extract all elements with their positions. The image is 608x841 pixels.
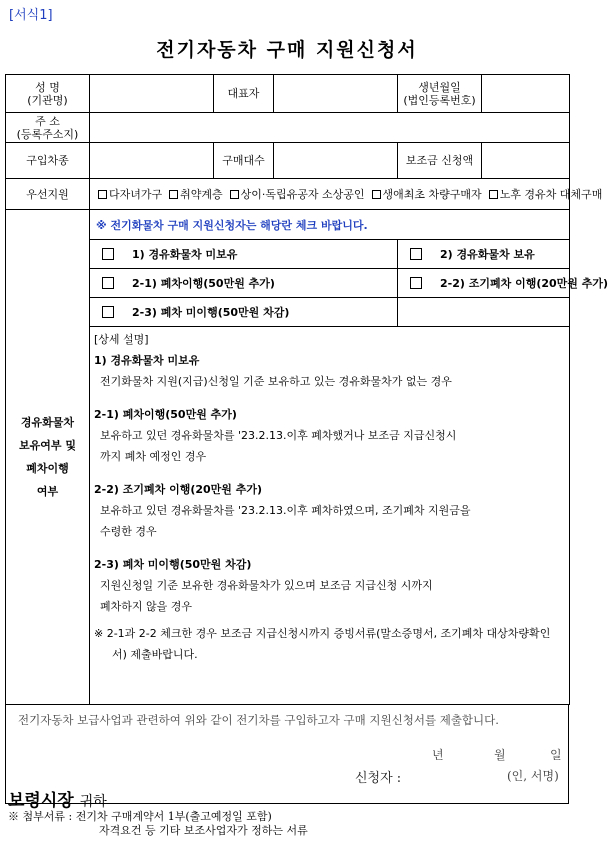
page-title: 전기자동차 구매 지원신청서 — [156, 39, 418, 61]
attachments-line-1: ※ 첨부서류 : 전기차 구매계약서 1부(출고예정일 포함) — [8, 810, 272, 823]
date-year: 년 — [432, 748, 444, 762]
name-label: 성 명 (기관명) — [6, 75, 90, 113]
birth-field[interactable] — [482, 75, 570, 113]
checkbox[interactable] — [102, 306, 114, 318]
attachments-line-2: 자격요건 등 기타 보조사업자가 정하는 서류 — [99, 824, 308, 837]
checkbox[interactable] — [169, 190, 178, 199]
seal-signature: (인, 서명) — [507, 769, 559, 783]
date-month: 월 — [494, 748, 506, 762]
checkbox[interactable] — [372, 190, 381, 199]
truck-notice: ※ 전기화물차 구매 지원신청자는 해당란 체크 바랍니다. — [90, 210, 570, 240]
recipient: 보령시장 귀하 — [8, 791, 107, 811]
vehicle-type-label: 구입차종 — [6, 143, 90, 179]
priority-option[interactable]: 상이·독립유공자 소상공인 — [230, 188, 365, 201]
option-2-3[interactable]: 2-3) 폐차 미이행(50만원 차감) — [90, 298, 398, 327]
diesel-truck-section-label: 경유화물차 보유여부 및 폐차이행 여부 — [6, 210, 90, 705]
priority-option[interactable]: 노후 경유차 대체구매 — [489, 188, 603, 201]
declaration-text: 전기자동차 보급사업과 관련하여 위와 같이 전기차를 구입하고자 구매 지원신청서를 제출합니다. — [18, 713, 499, 727]
name-field[interactable] — [90, 75, 214, 113]
option-2-2[interactable]: 2-2) 조기폐차 이행(20만원 추가) — [398, 269, 570, 298]
address-field[interactable] — [90, 113, 570, 143]
address-label: 주 소 (등록주소지) — [6, 113, 90, 143]
priority-option[interactable]: 다자녀가구 — [98, 188, 162, 201]
priority-option[interactable]: 취약계층 — [169, 188, 223, 201]
checkbox[interactable] — [489, 190, 498, 199]
date-day: 일 — [550, 748, 562, 762]
checkbox[interactable] — [102, 248, 114, 260]
checkbox[interactable] — [410, 277, 422, 289]
checkbox[interactable] — [98, 190, 107, 199]
vehicle-type-field[interactable] — [90, 143, 214, 179]
subsidy-label: 보조금 신청액 — [398, 143, 482, 179]
priority-options — [90, 179, 603, 210]
detail-description: [상세 설명] 1) 경유화물차 미보유 전기화물차 지원(지급)신청일 기준 보유하고 있는 경유화물차가 없는 경우 2-1) 폐차이행(50만원 추가) 보유하고 있던 경유화물차를 '23.2.13.이후 폐차했거나 보조금 지급신청시 까지 폐차 예정인 경우 2-2) 조기폐차 이행(20만원 추가) 보유하고 있던 경유화물차를 '23.2.13.이후 폐차하였으며, 조기폐차 지원금을 수령한 경우 2-3) 폐차 미이행(50만원 차감) 지원신청일 기준 보유한 경유화물차가 있으며 보조금 지급신청 시까지 폐차하지 않을 경우 ※ 2-1과 2-2 체크한 경우 보조금 지급신청시까지 증빙서류(말소증명서, 조기폐차 대상차량확인서) 제출바랍니다. — [90, 327, 570, 705]
purchase-count-field[interactable] — [274, 143, 398, 179]
subsidy-field[interactable] — [482, 143, 570, 179]
empty-cell — [398, 298, 570, 327]
application-table — [5, 74, 608, 705]
birth-label: 생년월일 (법인등록번호) — [398, 75, 482, 113]
form-number: [서식1] — [9, 8, 53, 23]
priority-option[interactable]: 생애최초 차량구매자 — [372, 188, 482, 201]
representative-label: 대표자 — [214, 75, 274, 113]
option-2[interactable]: 2) 경유화물차 보유 — [398, 240, 570, 269]
option-1[interactable]: 1) 경유화물차 미보유 — [90, 240, 398, 269]
purchase-count-label: 구매대수 — [214, 143, 274, 179]
representative-field[interactable] — [274, 75, 398, 113]
priority-label: 우선지원 — [6, 179, 90, 210]
option-2-1[interactable]: 2-1) 폐차이행(50만원 추가) — [90, 269, 398, 298]
checkbox[interactable] — [410, 248, 422, 260]
checkbox[interactable] — [102, 277, 114, 289]
applicant-label: 신청자 : — [355, 771, 402, 786]
checkbox[interactable] — [230, 190, 239, 199]
